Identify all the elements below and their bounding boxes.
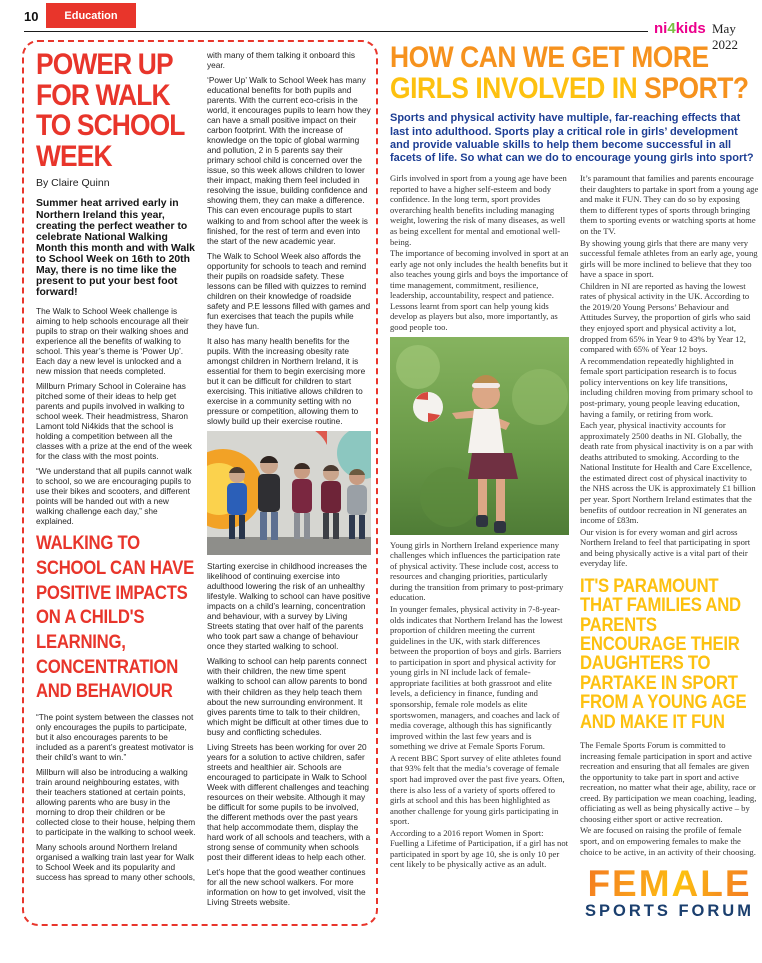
walk-article-subheading — [36, 532, 196, 705]
sport-article-subheading — [580, 577, 759, 732]
walk-paragraph: “We understand that all pupils cannot walk to school, so we are encouraging pupils to use their bikes and scooters, and different points will be handed out with a new walking challenge each day,” she explained. — [36, 465, 192, 527]
walk-article-intro: Summer heat arrived early in Northern Ireland this year, creating the perfect weather to celebrate National Walking Month this month and with Walk to School Week on 16th to 20th May, there is no time like the present to put your best foot forward! — [36, 198, 195, 299]
walk-article-subheading-text: WALKING TO SCHOOL CAN HAVE POSITIVE IMPACTS ON A CHILD'S LEARNING, CONCENTRATION AND BEHAVIOUR — [36, 533, 195, 703]
walk-paragraph: Starting exercise in childhood increases the likelihood of continuing exercise into adulthood lowering the risk of an unhealthy lifestyle. Walking to school can have positive impacts on a child’s learning, concentration and behaviour, with a survey by Living Streets stating that over half of the parents who took part saw a change of behaviour once they started walking to school. — [207, 561, 371, 652]
sport-title-line1: HOW CAN WE GET MORE — [390, 41, 709, 74]
sport-paragraph: Children in NI are reported as having the lowest rates of physical activity in the UK. According to the 2019/20 Young Persons’ Behaviour and Attitudes Survey, the proportion of girls who said they enjoyed sport and physical activity a lot, dropped from 65% in Year 9 to 43% by Year 12, compared with 65% of Year 12 boys. — [580, 280, 751, 355]
page-number: 10 — [24, 9, 39, 24]
sport-title-line2-orange: SPORT? — [644, 72, 749, 106]
sport-article-column-1 — [390, 173, 569, 922]
walk-paragraph: Walking to school can help parents connect with their children, the new time spent walking to school can allow parents to bond with their children as they help teach them about the new surrounding environment. It gives parents time to talk to their children, which might be difficult at other times due to busy and conflicting schedules. — [207, 656, 369, 737]
sport-paragraph: Girls involved in sport from a young age have been reported to have a higher self-esteem and body confidence. In the long term, sport provides overarching health benefits including managing weight, lowering the risk of many diseases, as well as being excellent for mental and emotional well-being. — [390, 173, 567, 247]
walk-paragraph: Living Streets has been working for over 20 years for a solution to active children, safer streets and healthier air. Schools are encouraged to participate in Walk to School Week with different challenges and teaching resources on their website. Although it may be difficult for some pupils to be involved, the different methods over the past years that help accommodate them, display the hard work of all schools and teachers, with a strong sense of community when schools post their different ideas to help each other. — [207, 741, 371, 862]
walk-article-title — [36, 50, 196, 172]
sport-article-title — [390, 42, 760, 104]
female-sports-forum-logo — [580, 865, 759, 922]
section-tag-education: Education — [46, 3, 136, 28]
walk-paragraph: Let’s hope that the good weather continues for all the new school walkers. For more information on how to get involved, visit the Living Streets website. — [207, 867, 366, 908]
sport-paragraph: We are focused on raising the profile of female sport, and on empowering females to make the choice to be active, in an activity of their choosing. — [580, 825, 756, 857]
walk-paragraph: “The point system between the classes not only encourages the pupils to participate, but it also encourages parents to be included as a parent’s greatest motivator is their child’s want to win.” — [36, 711, 194, 763]
girl-with-ball-photo — [390, 337, 569, 535]
girls-in-sport-article — [390, 42, 760, 922]
sport-paragraph: Young girls in Northern Ireland experience many challenges which influences the participation rate of physical activity. These include cost, access to resources and changing priorities, particularly during the transition from primary to post-primary education. — [390, 539, 564, 603]
walk-paragraph: It also has many health benefits for the pupils. With the increasing obesity rate amongst children in Northern Ireland, it is essential for them to begin exercising more but it can be difficult for children to start exercising. This initiative allows children to exercise in a community setting with no pressure or competition, allowing them to slowly build up their exercise routine. — [207, 335, 366, 427]
walk-paragraph: Many schools around Northern Ireland organised a walking train last year for Walk to School Week and its popularity and success has spread to many other schools, — [36, 842, 196, 883]
walk-paragraph: Millburn will also be introducing a walking train around neighbouring estates, with their teachers stationed at certain points, allowing parents who are busy in the morning to drop their children or be collected close to their house, helping them to participate in the walking to school week. — [36, 767, 196, 838]
walk-paragraph: with many of them talking it onboard this year. — [207, 50, 356, 71]
sport-paragraph: A recommendation repeatedly highlighted in female sport participation research is to focus policy interventions on key life transitions, including children moving from primary school to post-primary, young people leaving education, having a family, or retiring from work. — [580, 355, 753, 419]
walk-article-title-text: POWER UP FOR WALK TO SCHOOL WEEK — [36, 48, 185, 173]
sport-paragraph: The importance of becoming involved in sport at an early age not only includes the health benefits but it also teaches young girls and boys the importance of time management, commitment, resilience, leadership, accountability, respect and patience. Lessons learnt from sport can help young kids develop as players but also, more importantly, as good people too. — [390, 248, 569, 332]
ni4kids-logo — [654, 20, 706, 37]
walk-article-byline: By Claire Quinn — [36, 177, 110, 190]
sport-article-standfirst: Sports and physical activity have multiple, far-reaching effects that last into adulthood. Sports play a critical role in girls’ development and provide valuable skills to help them become successful in all facets of life. So what can we do to encourage young girls into sport? — [390, 112, 754, 164]
sport-title-line2-yellow: GIRLS INVOLVED IN — [390, 72, 645, 106]
brand-ni: ni — [654, 20, 668, 37]
fsf-logo-female: FEMALE — [587, 863, 752, 905]
sport-article-subheading-text: IT'S PARAMOUNT THAT FAMILIES AND PARENTS ENCOURAGE THEIR DAUGHTERS TO PARTAKE IN SPORT FROM A YOUNG AGE AND MAKE IT FUN — [580, 575, 747, 733]
sport-paragraph: According to a 2016 report Women in Sport: Fuelling a Lifetime of Participation, if a girl has not participated in sport by age 10, she is only 10 per cent likely to be physically active as an adult. — [390, 827, 569, 870]
walk-paragraph: ‘Power Up’ Walk to School Week has many educational benefits for both pupils and parents. With the current eco-crisis in the world, it encourages pupils to learn how they can have a small positive impact on their carbon footprint. With the increase of knowledge on the topic of global warming and pollution, 2 in 5 parents say their primary school child is concerned over the issue, so this week allows children to lower their impact, making them feel included in resolving the issue, building confidence and showing them, they can make a difference. This can even encourage pupils to start walking to and from school after the week is finished, for the rest of term and even into the start of the new academic year. — [207, 75, 371, 246]
brand-kids: kids — [675, 20, 706, 37]
sport-paragraph: The Female Sports Forum is committed to increasing female participation in sport and active recreation and ensuring that all females are given the opportunity to take part in sport and active recreation, no matter what their age, ability, race or creed. By participation we mean coaching, leading, officiating as well as being physically active – by choosing either sport or active recreation. — [580, 739, 757, 824]
sport-paragraph: By showing young girls that there are many very successful female athletes from an early age, young girls will be more inclined to believe that they too have a space in sport. — [580, 237, 758, 280]
sport-paragraph: It’s paramount that families and parents encourage their daughters to partake in sport from a young age and make it FUN. They can do so by exposing them to different types of sports through bringing them to sporting events or watching sports at home on the TV. — [580, 173, 759, 236]
walk-paragraph: Millburn Primary School in Coleraine has pitched some of their ideas to help get parents and pupils involved in walking to school week. Their headmistress, Sharon Lamont told Ni4kids that the school is holding a competition between all the classes with a prize at the end of the week for the class with the most points. — [36, 380, 192, 461]
walk-to-school-article — [22, 40, 378, 926]
sport-paragraph: Our vision is for every woman and girl across Northern Ireland to feel that participating in sport and being physically active is a vital part of their everyday life. — [580, 526, 751, 569]
sport-article-column-2 — [580, 173, 759, 922]
header-rule — [24, 31, 648, 32]
sport-paragraph: Each year, physical inactivity accounts for approximately 2500 deaths in NI. Globally, the death rate from physical inactivity is on a par with deaths attributed to smoking. According to the National Institute for Health and Care Excellence, the estimated direct cost of physical inactivity to the NHS across the UK is approximately £1 billion per year. Sport Northern Ireland estimates that the benefits of outdoor recreation in NI generates an income of £83m. — [580, 420, 756, 526]
walk-paragraph: The Walk to School Week challenge is aiming to help schools encourage all their pupils to strap on their walking shoes and experience all the benefits of walking to school. This year’s theme is ‘Power Up’. Each day a new level is unlocked and a new mission that needs completed. — [36, 305, 189, 376]
sport-article-columns — [390, 173, 760, 922]
walk-article-column-1 — [36, 50, 196, 918]
walk-paragraph: The Walk to School Week also affords the opportunity for schools to teach and remind their pupils on roadside safety. These lessons can be filled with quizzes to remind children on their knowledge of roadside safety and P.E lessons filled with games and fun exercises that teach the pupils while they have fun. — [207, 250, 371, 331]
children-mural-photo — [207, 431, 371, 555]
fsf-logo-sports-forum: SPORTS FORUM — [585, 902, 754, 921]
brand-4: 4 — [667, 20, 676, 37]
issue-date: May 2022 — [712, 21, 738, 52]
sport-paragraph: In younger females, physical activity in 7-8-year-olds indicates that Northern Ireland has the lowest proportion of children meeting the current guidelines in the UK, with stark differences between the proportion of boys and girls. Barriers to participation in sport and physical activity for young girls in NI include lack of female-appropriate facilities at both grassroot and elite levels, a deficiency in finance, funding and sponsorship, female role models as elite sportswomen, managers, and coaches and lack of media coverage, although this has significantly improved within the last few years and is something we drive at Female Sports Forum. — [390, 603, 563, 752]
sport-paragraph: A recent BBC Sport survey of elite athletes found that 93% felt that the media’s coverage of female sport had improved over the past five years. Often, there is also less of a variety of sports offered to girls at school and this has been highlighted as another challenge for young girls participating in sport. — [390, 752, 565, 827]
walk-article-column-2 — [207, 50, 371, 918]
